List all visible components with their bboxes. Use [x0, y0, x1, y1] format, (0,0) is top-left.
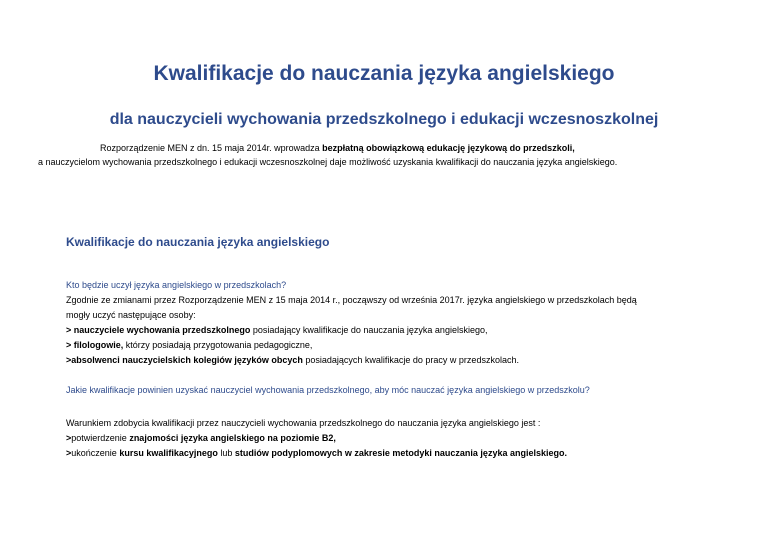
- section-title: Kwalifikacje do nauczania języka angielskiego: [66, 235, 330, 249]
- condition-item-course: [66, 446, 726, 461]
- question-1: Kto będzie uczył języka angielskiego w przedszkolach?: [66, 280, 287, 290]
- bullet-item-graduates: [66, 353, 726, 368]
- intro-paragraph: [38, 141, 738, 169]
- condition-mid-text: lub: [217, 448, 235, 458]
- section-block-2: [66, 383, 726, 398]
- section-block-3: [66, 416, 726, 461]
- bullet-marker: >: [66, 448, 72, 458]
- intro-line-1-bold: bezpłatną obowiązkową edukację językową do przedszkoli,: [322, 143, 575, 153]
- bullet-marker: >: [66, 340, 74, 350]
- intro-line-2: a nauczycielom wychowania przedszkolnego i edukacji wczesnoszkolnej daje możliwość uzyskania kwalifikacji do nauczania języka angielskiego.: [38, 157, 618, 167]
- intro-line-1-text: Rozporządzenie MEN z dn. 15 maja 2014r. wprowadza: [100, 143, 323, 153]
- paragraph-1-line-2: mogły uczyć następujące osoby:: [66, 310, 196, 320]
- bullet-bold-text: absolwenci nauczycielskich kolegiów języków obcych: [71, 355, 303, 365]
- bullet-bold-text: filologowie,: [73, 340, 124, 350]
- bullet-text: posiadających kwalifikacje do pracy w przedszkolach.: [302, 355, 519, 365]
- intro-line-1: [38, 141, 738, 155]
- condition-item-b2: [66, 431, 726, 446]
- page-title: Kwalifikacje do nauczania języka angielskiego: [153, 62, 615, 85]
- question-2: Jakie kwalifikacje powinien uzyskać nauczyciel wychowania przedszkolnego, aby móc nauczać języka angielskiego w przedszkolu?: [66, 385, 590, 395]
- bullet-marker: >: [66, 433, 72, 443]
- bullet-item-teachers: [66, 323, 726, 338]
- bullet-bold-text: nauczyciele wychowania przedszkolnego: [73, 325, 251, 335]
- page-subtitle: dla nauczycieli wychowania przedszkolnego i edukacji wczesnoszkolnej: [109, 111, 659, 128]
- condition-bold-text-2: studiów podyplomowych w zakresie metodyki nauczania języka angielskiego.: [234, 448, 567, 458]
- section-block-1: [66, 278, 726, 368]
- condition-text: ukończenie: [71, 448, 120, 458]
- paragraph-2-line-1: Warunkiem zdobycia kwalifikacji przez nauczycieli wychowania przedszkolnego do nauczania języka angielskiego jest :: [66, 418, 541, 428]
- paragraph-1-line-1: Zgodnie ze zmianami przez Rozporządzenie MEN z 15 maja 2014 r., począwszy od września 2017r. języka angielskiego w przedszkolach będą: [66, 295, 637, 305]
- condition-bold-text-1: kursu kwalifikacyjnego: [119, 448, 218, 458]
- condition-text: potwierdzenie: [71, 433, 130, 443]
- condition-bold-text: znajomości języka angielskiego na poziomie B2,: [129, 433, 336, 443]
- bullet-text: posiadający kwalifikacje do nauczania języka angielskiego,: [250, 325, 488, 335]
- bullet-marker: >: [66, 355, 72, 365]
- bullet-marker: >: [66, 325, 74, 335]
- bullet-item-philologists: [66, 338, 726, 353]
- bullet-text: którzy posiadają przygotowania pedagogiczne,: [123, 340, 313, 350]
